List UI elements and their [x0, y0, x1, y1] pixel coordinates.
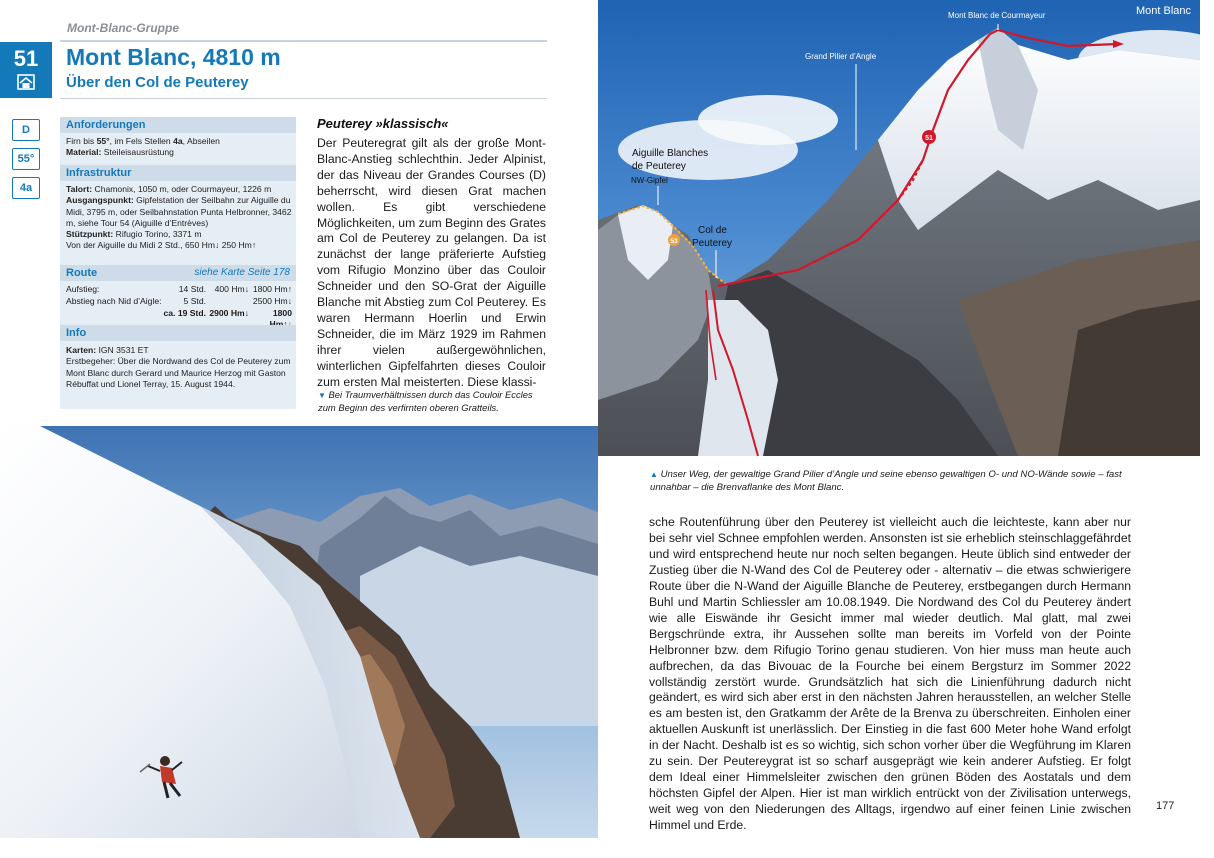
material-line: Material: Steileisausrüstung [66, 147, 174, 158]
route-row: Aufstieg: 14 Std. 400 Hm↓ 1800 Hm↑ [66, 284, 292, 294]
tour-number-box [0, 42, 52, 98]
caption-marker-icon: ▲ [650, 470, 658, 479]
body-text-right: sche Routenführung über den Peuterey ist vielleicht auch die leichteste, kann aber nur bei sehr viel Schnee empfohlen werden. Ansonsten ist sie erheblich steinschlaggefährdet und wird entsprechend heute nur noch selten begangen. Heute üblich sind entweder der Zustieg über die N-Wand des Col de Peuterey oder - alternativ – die etwas schwierigere Route über die N-Wand der Aiguille Blanche de Peuterey, erstbegangen durch Hermann Buhl und Martin Schliessler am 10.08.1949. Die Nordwand des Col du Peuterey ändert wie alle Eiswände ihr Gesicht immer mal wieder deutlich. Mal glatt, mal zwei Bergschründe extra, ihr Aussehen sollte man bereits im Vorfeld von der Pointe Helbronner bzw. dem Rifugio Torino genau studieren. Von hier muss man heute auch aufbrechen, da das Bivouac de la Fourche bei einem Bergsturz im Sommer 2022 vollständig zerstört wurde. Grundsätzlich hat sich die Linienführung dadurch nicht geändert, es wird sich aber erst in den nächsten Jahren herausstellen, an welcher Stelle es am besten ist, den Gratkamm der Arête de la Brenva zu überschreiten. Einholen einer aktuellen Auskunft ist unerlässlich. Der Einstieg in die fast 600 Meter hohe Wand erfolgt in der Nacht. Deshalb ist es so wichtig, sich schon vorher über die Wegführung im Klaren zu sein. Der Peutereygrat ist so scharf ausgeprägt wie kein anderer Aufstieg. Er folgt dem Ideal einer Himmelsleiter zwischen den grünen Böden des Aostatals und dem höchsten Gipfel der Alpen. Hier ist man wirklich entrückt von der Zivilisation unterwegs, weit weg von den Niederungen des Alltags, irgendwo auf einer feinen Linie zwischen Himmel und Erde. [649, 515, 1131, 833]
tour-number: 51 [13, 46, 39, 71]
anforderungen-line: Firn bis 55°, im Fels Stellen 4a, Abseilen [66, 136, 220, 146]
page-number: 177 [1156, 800, 1175, 812]
page-title: Mont Blanc, 4810 m [66, 44, 281, 70]
group-label: Mont-Blanc-Gruppe [67, 21, 179, 35]
label-de-peuterey: de Peuterey [632, 161, 686, 172]
route-total-row: ca. 19 Std. 2900 Hm↓ 1800 [163, 308, 292, 318]
infrastruktur-text: Talort: Chamonix, 1050 m, oder Courmayeur, 1226 m Ausgangspunkt: Gipfelstation der Seilbahn zur Aiguille du Midi, 3795 m, oder Seilbahnstation Punta Helbronner, 3462 m, siehe Tour 54 (Aiguille d’Entrèves) Stützpunkt: Rifugio Torino, 3371 m Von der Aiguille du Midi 2 Std., 650 Hm↓ 250 Hm↑ [66, 184, 292, 251]
info-text: Karten: IGN 3531 ET Erstbegeher: Über die Nordwand des Col de Peuterey zum Mont Blanc durch Gerard und Maurice Herzog mit Gaston Rébuffat und Lionel Terray, 15. August 1944. [66, 345, 291, 389]
caption-marker-icon: ▼ [318, 391, 326, 400]
route-row: Abstieg nach Nid d’Aigle: 5 Std. 2500 Hm↓ [66, 296, 292, 306]
section-heading: Peuterey »klassisch« [317, 116, 449, 131]
photo-caption: ▼ Bei Traumverhältnissen durch das Couloir Eccles zum Beginn des verfirnten oberen Gratteils. [318, 389, 533, 414]
label-aiguille-blanche: Aiguille Blanches [632, 148, 709, 159]
section-infrastruktur: Infrastruktur [60, 165, 296, 181]
header-divider-bottom [60, 98, 547, 99]
photo-mont-blanc-route-illustration [598, 0, 1200, 456]
rock-grade-badge: 4a [12, 177, 40, 199]
section-route: Route siehe Karte Seite 178 [60, 265, 296, 281]
svg-text:51: 51 [925, 135, 933, 142]
map-link[interactable]: siehe Karte Seite 178 [194, 267, 290, 278]
svg-text:53: 53 [670, 238, 678, 245]
photo-couloir-climber [0, 426, 598, 838]
photo-caption-right: ▲ Unser Weg, der gewaltige Grand Pilier d’Angle und seine ebenso gewaltigen O- und NO-Wände sowie – fast unnahbar – die Brenvaflanke des Mont Blanc. [650, 469, 1122, 493]
section-info: Info [60, 325, 296, 341]
label-mont-blanc-de-courmayeur: Mont Blanc de Courmayeur [948, 11, 1046, 20]
steepness-badge: 55° [12, 148, 40, 170]
page-subtitle: Über den Col de Peuterey [66, 74, 249, 91]
label-grand-pilier: Grand Pilier d’Angle [805, 52, 877, 61]
difficulty-badge: D [12, 119, 40, 141]
body-text: Der Peuteregrat gilt als der große Mont-Blanc-Anstieg schlechthin. Jeder Alpinist, der das Niveau der Grandes Courses (D) beherrscht, wird diesen Grat machen wollen. Es gibt verschiedene Möglichkeiten, um zum Beginn des Grates am Col de Peuterey zu gelangen. Da ist zunächst der lange präferierte Aufstieg vom Rifugio Monzino über das Couloir Schneider und den SO-Grat der Aiguille Blanche mit Abstieg zum Col Peuterey. Es waren Hermann Hoerlin und Erwin Schneider, die im März 1929 im Rahmen ihrer vielen außergewöhnlichen, winterlichen Gipfelfahrten dieses Couloir zum ersten Mal meisterten. Diese klassi- [317, 136, 546, 389]
label-peuterey: Peuterey [692, 238, 733, 249]
section-anforderungen: Anforderungen [60, 117, 296, 133]
label-col-de: Col de [698, 225, 727, 236]
photo-mont-blanc-route [598, 0, 1200, 456]
header-divider [60, 40, 547, 42]
label-nw-gipfel: NW-Gipfel [631, 176, 668, 185]
anforderungen-text [66, 136, 294, 159]
photo-couloir-climber-illustration [0, 426, 598, 838]
label-mont-blanc: Mont Blanc [1136, 5, 1192, 17]
hut-icon [17, 74, 35, 90]
